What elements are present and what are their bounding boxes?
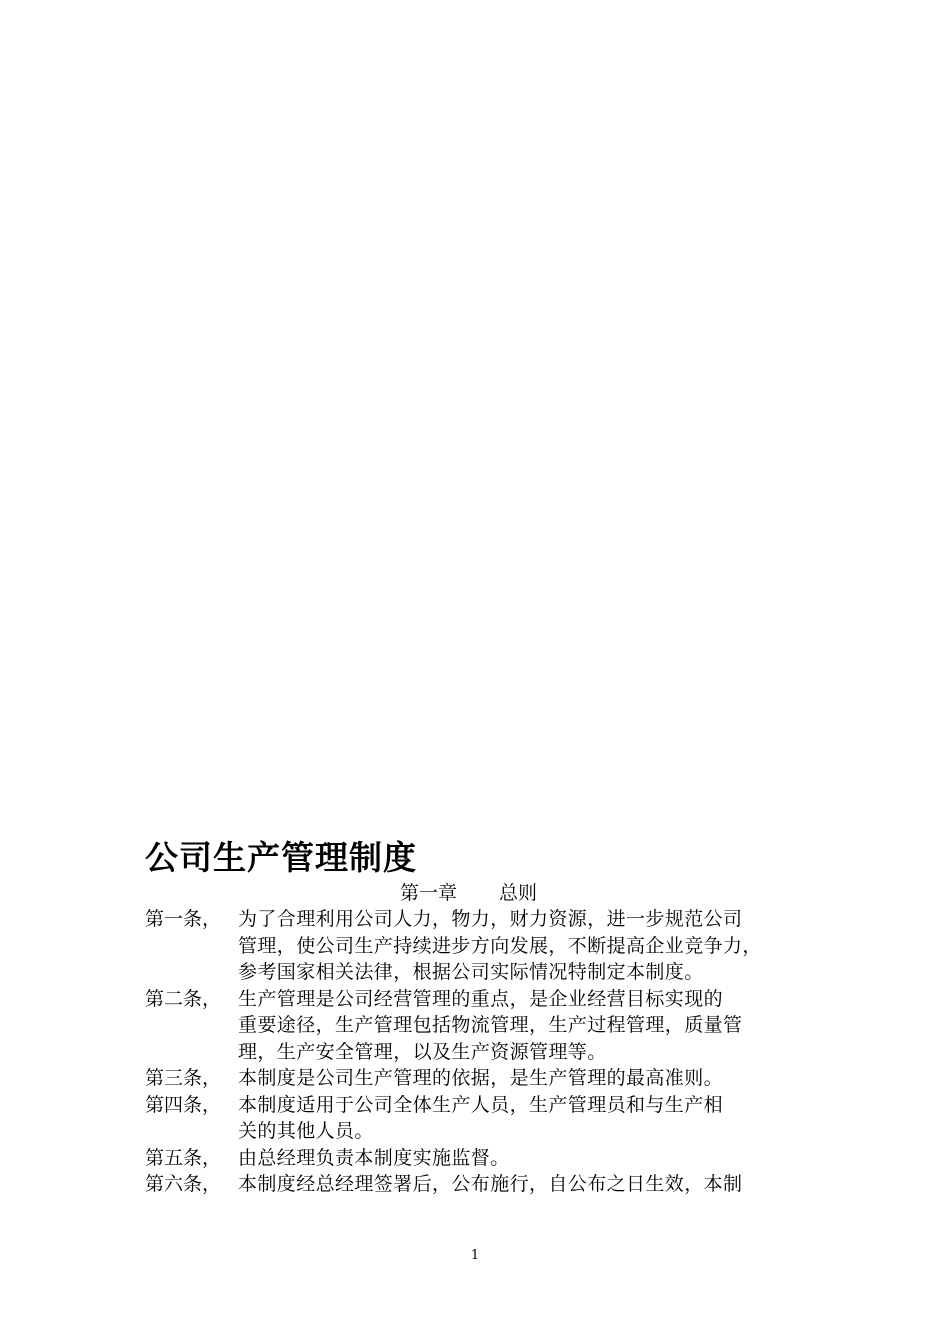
article-list [145,906,825,1198]
article-line: 本制度是公司生产管理的依据，是生产管理的最高准则。 [238,1067,724,1089]
chapter-name: 总则 [499,882,538,904]
article-line: 参考国家相关法律，根据公司实际情况特制定本制度。 [238,961,704,983]
article-4 [145,1092,825,1145]
article-line: 管理，使公司生产持续进步方向发展，不断提高企业竞争力， [238,934,762,957]
article-line: 关的其他人员。 [238,1120,374,1142]
article-1 [145,906,825,986]
article-line: 为了合理利用公司人力，物力，财力资源，进一步规范公司 [238,908,743,930]
article-line: 本制度经总经理签署后，公布施行，自公布之日生效，本制 [238,1173,743,1195]
article-body [238,1171,825,1198]
article-label: 第五条， [145,1146,222,1169]
article-label: 第三条， [145,1067,222,1089]
article-body [238,1145,825,1172]
page-number: 1 [470,1248,480,1263]
chapter-heading [400,880,537,906]
article-line: 重要途径，生产管理包括物流管理，生产过程管理，质量管 [238,1014,743,1036]
article-2 [145,986,825,1066]
article-body [238,986,825,1066]
article-label: 第六条， [145,1173,222,1195]
article-body [238,1065,825,1092]
article-body [238,1092,825,1145]
article-line: 由总经理负责本制度实施监督。 [238,1146,510,1169]
article-label: 第二条， [145,987,222,1010]
article-line: 生产管理是公司经营管理的重点，是企业经营目标实现的 [238,987,724,1010]
article-label: 第四条， [145,1093,222,1116]
article-5 [145,1145,825,1172]
article-6 [145,1171,825,1198]
chapter-number: 第一章 [400,882,458,904]
article-line: 理，生产安全管理，以及生产资源管理等。 [238,1040,607,1063]
article-label: 第一条， [145,908,222,930]
document-title: 公司生产管理制度 [145,838,417,877]
article-body [238,906,825,986]
article-3 [145,1065,825,1092]
article-line: 本制度适用于公司全体生产人员，生产管理员和与生产相 [238,1093,724,1116]
